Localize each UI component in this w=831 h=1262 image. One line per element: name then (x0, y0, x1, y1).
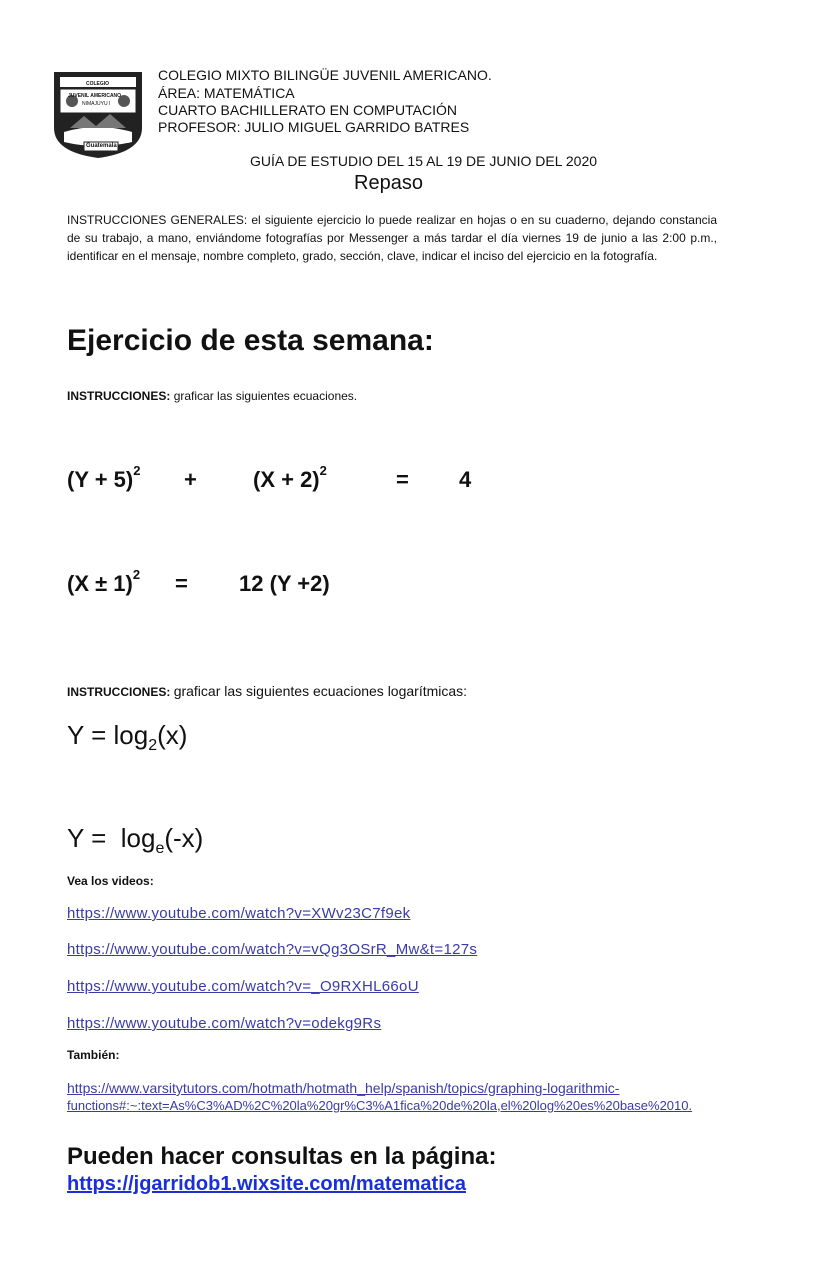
teacher-line: PROFESOR: JULIO MIGUEL GARRIDO BATRES (158, 119, 470, 135)
instructions-label: INSTRUCCIONES: (67, 389, 171, 403)
grade-line: CUARTO BACHILLERATO EN COMPUTACIÓN (158, 102, 457, 118)
instructions-block-2 (67, 683, 467, 699)
equation-2-term-a: $(X \pm 1)^2$ (67, 567, 141, 596)
crest-ribbon: Guatemala (86, 143, 117, 149)
video-link-1[interactable]: https://www.youtube.com/watch?v=XWv23C7f9ek (67, 905, 411, 922)
crest-line1: COLEGIO (86, 81, 110, 87)
also-label: También: (67, 1048, 120, 1062)
video-link-3[interactable]: https://www.youtube.com/watch?v=_O9RXHL66oU (67, 978, 419, 995)
equation-1-rhs: 4 (459, 467, 472, 492)
equation-2-rhs: 12 (Y +2) (239, 571, 330, 596)
equation-2-equals: = (175, 571, 188, 596)
exercise-heading: Ejercicio de esta semana: (67, 324, 434, 357)
school-crest-logo (50, 70, 146, 160)
instructions-text: graficar las siguientes ecuaciones. (173, 389, 358, 403)
varsity-tutors-link-line2[interactable]: functions#:~:text=As%C3%AD%2C%20la%20gr%C3%A1fica%20de%20la,el%20log%20es%20base%2010. (67, 1098, 693, 1113)
instructions-block-1 (67, 389, 357, 403)
equation-1-plus: + (184, 467, 197, 492)
study-guide-title: GUÍA DE ESTUDIO DEL 15 AL 19 DE JUNIO DEL 2020 (250, 153, 598, 169)
review-title: Repaso (354, 172, 423, 194)
general-instructions: INSTRUCCIONES GENERALES: el siguiente ejercicio lo puede realizar en hojas o en su cuaderno, dejando constancia de su trabajo, a mano, enviándome fotografías por Messenger a más tardar el día viernes 19 de junio a las 2:00 p.m., identificar en el mensaje, nombre completo, grado, sección, clave, indicar el inciso del ejercicio en la fotografía. (67, 213, 717, 263)
video-link-2[interactable]: https://www.youtube.com/watch?v=vQg3OSrR_Mw&t=127s (67, 941, 478, 958)
instructions-label: INSTRUCCIONES: (67, 685, 171, 699)
equation-1-term-b: $(X + 2)^2$ (253, 463, 327, 492)
school-name: COLEGIO MIXTO BILINGÜE JUVENIL AMERICANO. (158, 67, 492, 83)
equation-1-equals: = (396, 467, 409, 492)
log-equation-1: $Y = \log_2(x)$ (67, 720, 188, 755)
crest-line2: JUVENIL AMERICANO (68, 93, 122, 99)
consult-website-link[interactable]: https://jgarridob1.wixsite.com/matematica (67, 1173, 466, 1195)
instructions-text: graficar las siguientes ecuaciones logarítmicas: (173, 683, 468, 699)
equation-1-term-a: $(Y + 5)^2$ (67, 463, 141, 492)
videos-label: Vea los videos: (67, 874, 154, 888)
crest-line3: NIMAJUYU I (82, 101, 111, 107)
area-line: ÁREA: MATEMÁTICA (158, 85, 295, 101)
varsity-tutors-link-line1[interactable]: https://www.varsitytutors.com/hotmath/hotmath_help/spanish/topics/graphing-logarithmic- (67, 1080, 620, 1096)
log-equation-2: $Y = \log_e(-x)$ (67, 823, 204, 858)
video-link-4[interactable]: https://www.youtube.com/watch?v=odekg9Rs (67, 1015, 382, 1032)
consult-heading: Pueden hacer consultas en la página: (67, 1143, 497, 1170)
